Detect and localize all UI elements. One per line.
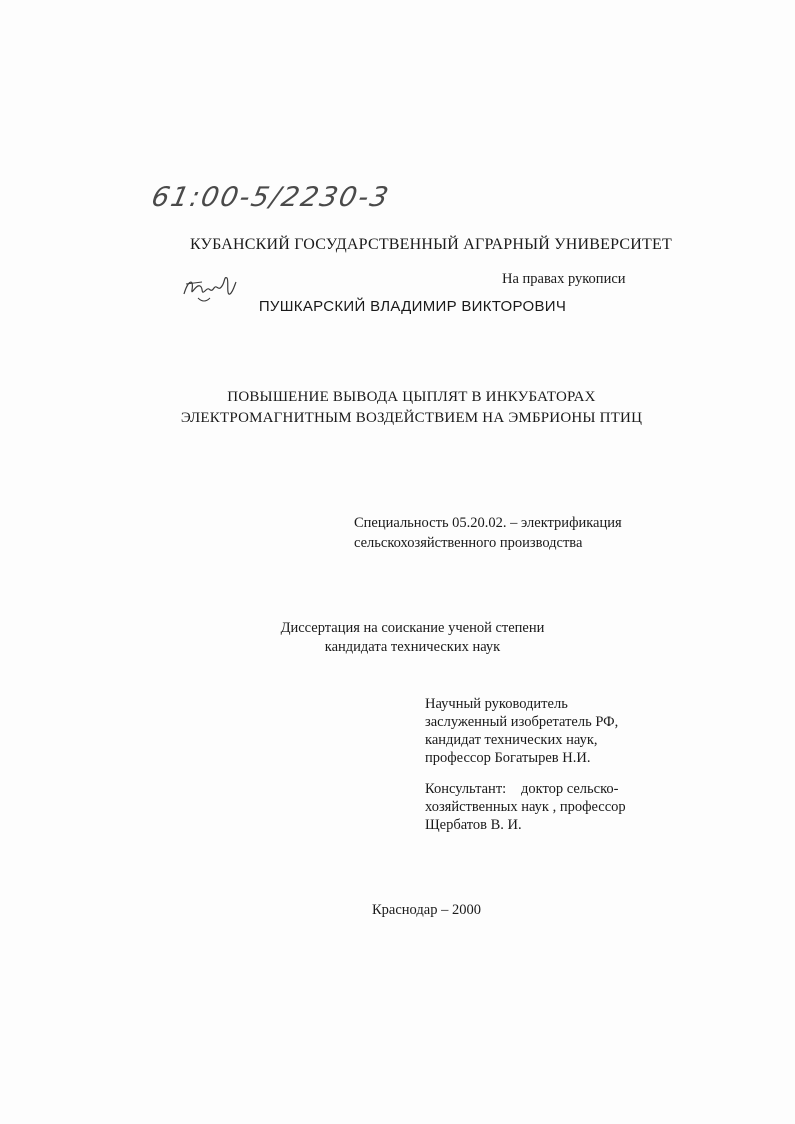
- city-year: Краснодар – 2000: [372, 902, 481, 918]
- consultant-block: [425, 780, 626, 834]
- author-name: ПУШКАРСКИЙ ВЛАДИМИР ВИКТОРОВИЧ: [258, 298, 567, 315]
- supervisor-line: заслуженный изобретатель РФ,: [425, 714, 619, 730]
- manuscript-note: На правах рукописи: [502, 271, 626, 287]
- handwritten-catalog-code: 61:00-5/2230-3: [148, 182, 393, 213]
- degree-line: Диссертация на соискание ученой степени: [280, 620, 545, 636]
- supervisor-line: профессор Богатырев Н.И.: [425, 750, 591, 766]
- university-name: КУБАНСКИЙ ГОСУДАРСТВЕННЫЙ АГРАРНЫЙ УНИВЕРСИТЕТ: [190, 236, 672, 253]
- consultant-line: Щербатов В. И.: [425, 817, 522, 833]
- consultant-line: хозяйственных наук , профессор: [425, 799, 626, 815]
- supervisor-line: кандидат технических наук,: [425, 732, 598, 748]
- specialty-block: [354, 513, 622, 553]
- degree-line: кандидата технических наук: [324, 639, 501, 655]
- degree-statement: [0, 619, 795, 657]
- supervisor-block: [425, 695, 618, 767]
- supervisor-line: Научный руководитель: [425, 696, 568, 712]
- title-line: ПОВЫШЕНИЕ ВЫВОДА ЦЫПЛЯТ В ИНКУБАТОРАХ: [227, 389, 596, 405]
- consultant-label: Консультант:: [425, 781, 507, 797]
- specialty-line: Специальность 05.20.02. – электрификация: [354, 515, 622, 531]
- specialty-line: сельскохозяйственного производства: [354, 535, 583, 551]
- title-line: ЭЛЕКТРОМАГНИТНЫМ ВОЗДЕЙСТВИЕМ НА ЭМБРИОНЫ ПТИЦ: [180, 410, 643, 426]
- dissertation-title: [0, 387, 795, 429]
- consultant-line: доктор сельско-: [521, 781, 619, 797]
